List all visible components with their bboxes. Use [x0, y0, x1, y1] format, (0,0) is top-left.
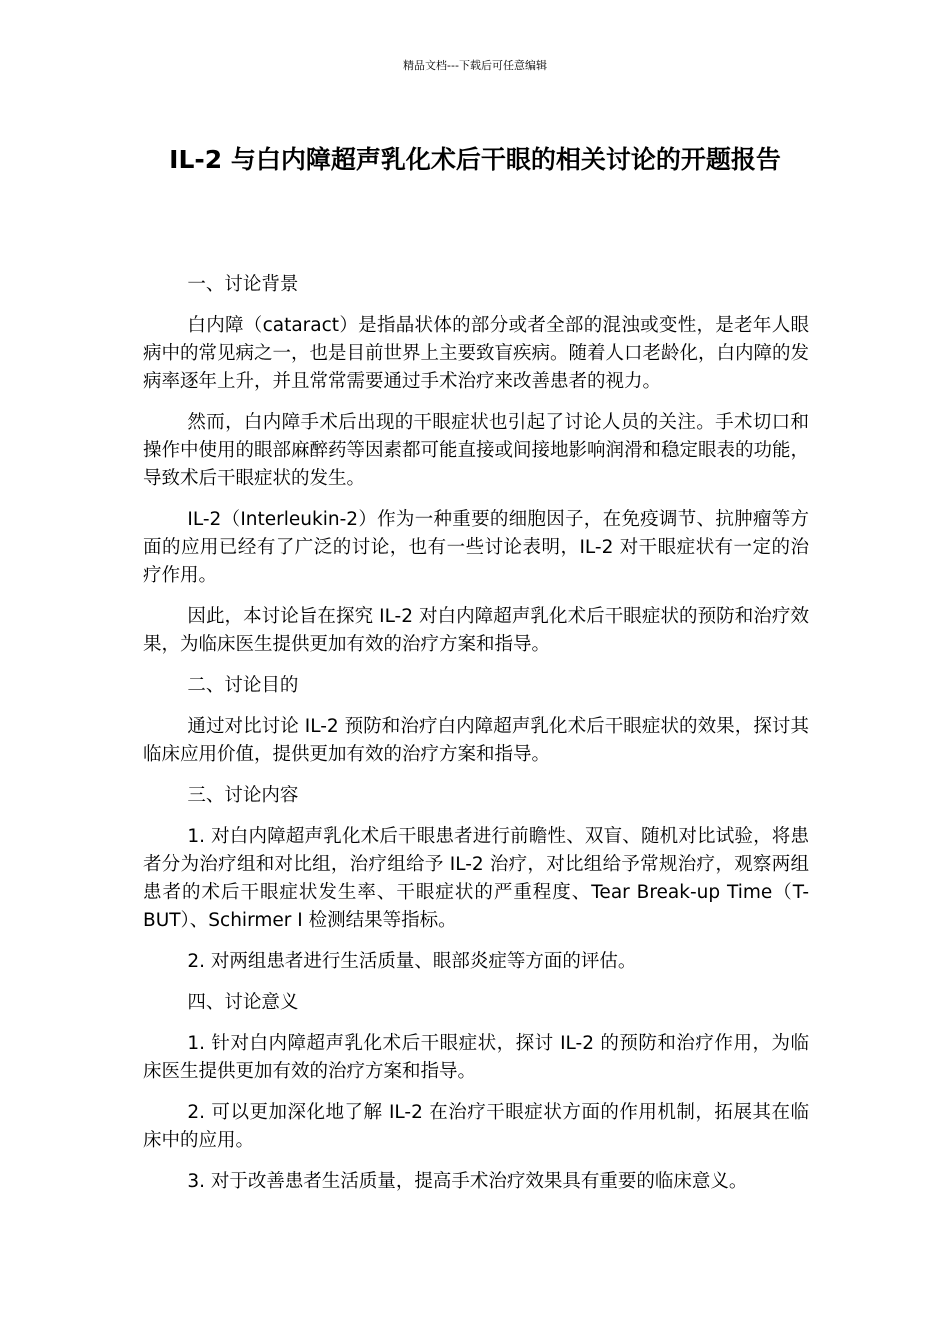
paragraph: 然而，白内障手术后出现的干眼症状也引起了讨论人员的关注。手术切口和操作中使用的眼部麻醉药等因素都可能直接或间接地影响润滑和稳定眼表的功能，导致术后干眼症状的发生。	[143, 412, 810, 489]
list-item: 3. 对于改善患者生活质量，提高手术治疗效果具有重要的临床意义。	[187, 1171, 748, 1192]
section-heading-significance: 四、讨论意义	[187, 992, 299, 1013]
section-heading-content: 三、讨论内容	[187, 785, 299, 806]
paragraph: 白内障（cataract）是指晶状体的部分或者全部的混浊或变性，是老年人眼病中的常见病之一，也是目前世界上主要致盲疾病。随着人口老龄化，白内障的发病率逐年上升，并且常常需要通过手术治疗来改善患者的视力。	[143, 315, 810, 392]
page-header: 精品文档---下载后可任意编辑	[403, 59, 547, 72]
document-body	[143, 271, 809, 1209]
document-title: IL-2 与白内障超声乳化术后干眼的相关讨论的开题报告	[169, 145, 781, 174]
paragraph: 通过对比讨论 IL-2 预防和治疗白内障超声乳化术后干眼症状的效果，探讨其临床应用价值，提供更加有效的治疗方案和指导。	[143, 716, 809, 765]
paragraph: 因此，本讨论旨在探究 IL-2 对白内障超声乳化术后干眼症状的预防和治疗效果，为临床医生提供更加有效的治疗方案和指导。	[143, 606, 809, 655]
list-item: 1. 对白内障超声乳化术后干眼患者进行前瞻性、双盲、随机对比试验，将患者分为治疗组和对比组，治疗组给予 IL-2 治疗，对比组给予常规治疗，观察两组患者的术后干眼症状发生率、干眼症状的严重程度、Tear Break-up Time（T-BUT）、Schirmer I 检测结果等指标。	[143, 826, 809, 931]
list-item: 2. 对两组患者进行生活质量、眼部炎症等方面的评估。	[187, 951, 637, 972]
list-item: 2. 可以更加深化地了解 IL-2 在治疗干眼症状方面的作用机制，拓展其在临床中的应用。	[143, 1102, 809, 1151]
list-item: 1. 针对白内障超声乳化术后干眼症状，探讨 IL-2 的预防和治疗作用，为临床医生提供更加有效的治疗方案和指导。	[143, 1033, 809, 1082]
section-heading-background: 一、讨论背景	[187, 274, 299, 295]
section-heading-purpose: 二、讨论目的	[187, 675, 299, 696]
paragraph: IL-2（Interleukin-2）作为一种重要的细胞因子，在免疫调节、抗肿瘤等方面的应用已经有了广泛的讨论，也有一些讨论表明，IL-2 对干眼症状有一定的治疗作用。	[143, 509, 809, 586]
